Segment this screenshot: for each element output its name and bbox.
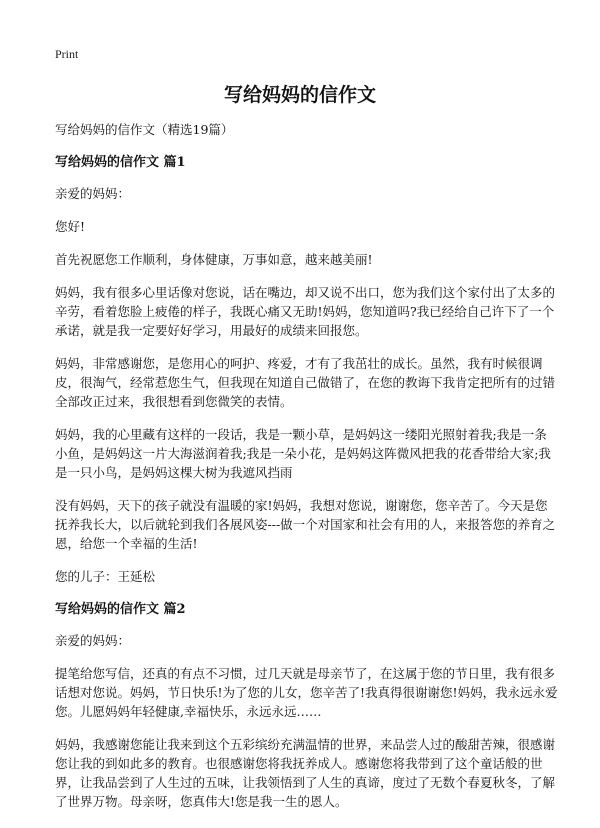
paragraph: 您好! (55, 219, 86, 234)
paragraph: 妈妈，我有很多心里话像对您说，话在嘴边，却又说不出口，您为我们这个家付出了太多的辛劳，看着您脸上疲倦的样子，我既心痛又无助!妈妈，您知道吗?我已经给自己许下了一个承诺，就是我一定要好好学习，用最好的成绩来回报您。 (55, 285, 556, 338)
paragraph: 首先祝愿您工作顺利，身体健康，万事如意，越来越美丽! (55, 252, 373, 267)
paragraph: 妈妈，我的心里藏有这样的一段话，我是一颗小草，是妈妈这一缕阳光照射着我;我是一条小鱼，是妈妈这一片大海滋润着我;我是一朵小花，是妈妈这阵微风把我的花香带给大家;我是一只小鸟，是妈妈这棵大树为我遮风挡雨 (55, 427, 551, 480)
page-title: 写给妈妈的信作文 (223, 84, 376, 106)
paragraph: 没有妈妈，天下的孩子就没有温暖的家!妈妈，我想对您说，谢谢您，您辛苦了。今天是您抚养我长大，以后就轮到我们各展风姿---做一个对国家和社会有用的人，来报答您的养育之恩，给您一个幸福的生活! (55, 498, 556, 551)
article-intro: 写给妈妈的信作文（精选19篇） (55, 122, 234, 137)
paragraph: 亲爱的妈妈： (55, 633, 131, 648)
print-label[interactable]: Print (55, 47, 79, 61)
article-body (55, 120, 558, 825)
signature: 您的儿子：王延松 (55, 569, 156, 584)
section-heading-2: 写给妈妈的信作文 篇2 (55, 602, 186, 617)
paragraph: 妈妈，我感谢您能让我来到这个五彩缤纷充满温情的世界，来品尝人过的酸甜苦辣，很感谢您让我的到如此多的教育。也很感谢您将我抚养成人。感谢您将我带到了这个童话般的世界，让我品尝到了人生过的五味，让我领悟到了人生的真谛，度过了无数个春夏秋冬，了解了世界万物。母亲呀，您真伟大!您是我一生的恩人。 (55, 737, 556, 809)
paragraph: 妈妈，非常感谢您，是您用心的呵护、疼爱，才有了我茁壮的成长。虽然，我有时候很调皮，很淘气，经常惹您生气，但我现在知道自己做错了，在您的教诲下我肯定把所有的过错全部改正过来，我很想看到您微笑的表情。 (55, 356, 556, 409)
section-heading-1: 写给妈妈的信作文 篇1 (55, 155, 186, 170)
paragraph: 亲爱的妈妈： (55, 186, 131, 201)
paragraph: 提笔给您写信，还真的有点不习惯，过几天就是母亲节了，在这属于您的节日里，我有很多话想对您说。妈妈，节日快乐!为了您的儿女，您辛苦了!我真得很谢谢您!妈妈，我永远永爱您。儿愿妈妈年轻健康,幸福快乐，永远永远…… (55, 666, 558, 719)
